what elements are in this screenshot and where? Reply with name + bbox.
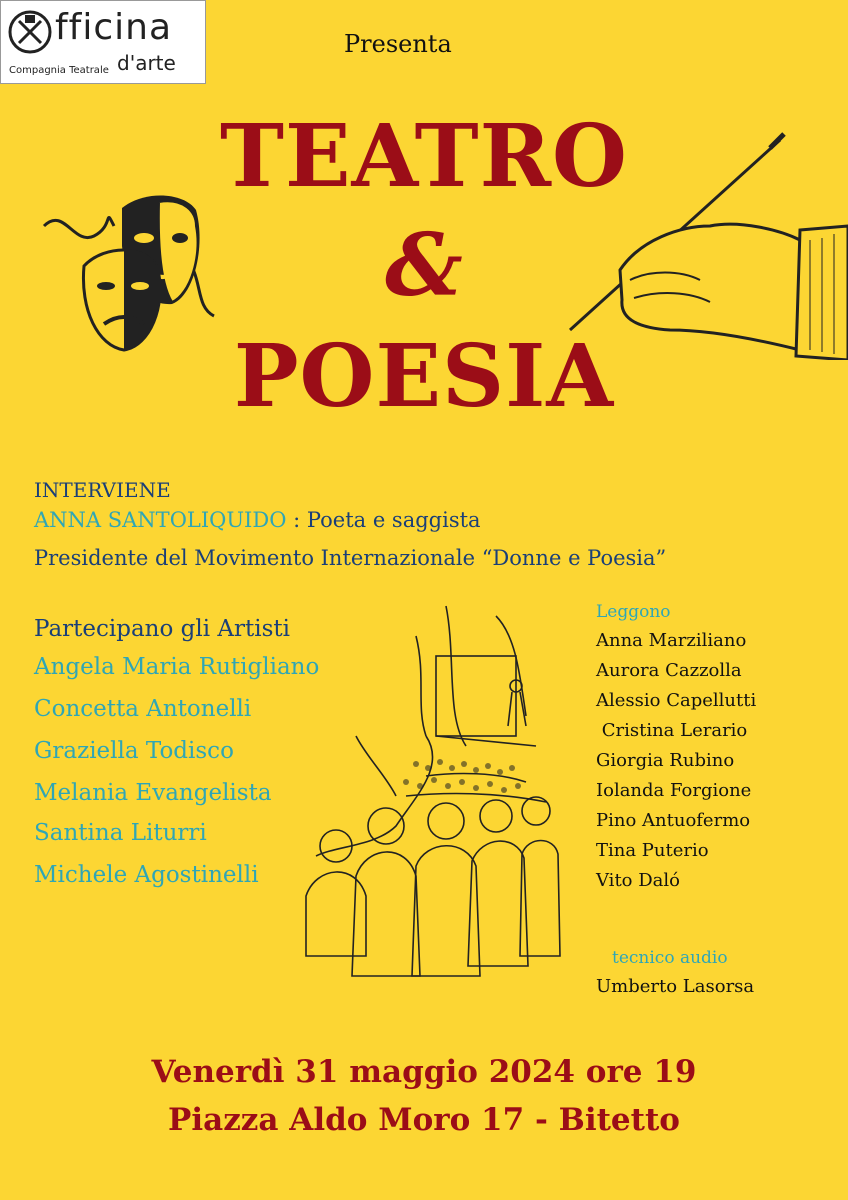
artist-name: Santina Liturri (34, 820, 207, 846)
logo-subtitle: Compagnia Teatrale (9, 65, 109, 76)
guest-name: ANNA SANTOLIQUIDO (34, 508, 287, 532)
reader-name: Pino Antuofermo (596, 810, 751, 831)
logo-suffix: d'arte (117, 51, 176, 75)
title-ampersand: & (385, 215, 463, 316)
artist-name: Melania Evangelista (34, 780, 272, 806)
presenta-text: Presenta (344, 30, 452, 58)
guest-line (34, 508, 481, 532)
audio-technician-name: Umberto Lasorsa (596, 976, 755, 997)
guest-description: Presidente del Movimento Internazionale “Donne e Poesia” (34, 546, 667, 570)
reader-name: Iolanda Forgione (596, 780, 752, 801)
interviene-label: INTERVIENE (34, 478, 171, 502)
title-line-1: TEATRO (220, 106, 628, 207)
reader-name: Alessio Capellutti (596, 690, 757, 711)
artist-name: Concetta Antonelli (34, 696, 252, 722)
logo-brand: fficina (55, 7, 173, 48)
artist-name: Angela Maria Rutigliano (34, 654, 320, 680)
guest-role: : Poeta e saggista (286, 508, 481, 532)
audio-label: tecnico audio (612, 948, 728, 968)
readers-heading: Leggono (596, 602, 671, 622)
artist-name: Michele Agostinelli (34, 862, 259, 888)
event-date: Venerdì 31 maggio 2024 ore 19 (151, 1054, 697, 1090)
theater-masks-icon (34, 186, 224, 356)
reader-name: Tina Puterio (596, 840, 709, 861)
reader-name: Cristina Lerario (596, 720, 748, 741)
title-line-3: POESIA (233, 326, 615, 427)
reader-name: Anna Marziliano (596, 630, 747, 651)
event-place: Piazza Aldo Moro 17 - Bitetto (168, 1102, 680, 1138)
artists-heading: Partecipano gli Artisti (34, 616, 290, 642)
reader-name: Vito Daló (596, 870, 680, 891)
officina-emblem-icon (7, 9, 53, 55)
hand-quill-icon (560, 130, 848, 360)
company-logo (0, 0, 206, 84)
theater-audience-icon (296, 596, 564, 996)
reader-name: Aurora Cazzolla (596, 660, 742, 681)
reader-name: Giorgia Rubino (596, 750, 735, 771)
artist-name: Graziella Todisco (34, 738, 234, 764)
